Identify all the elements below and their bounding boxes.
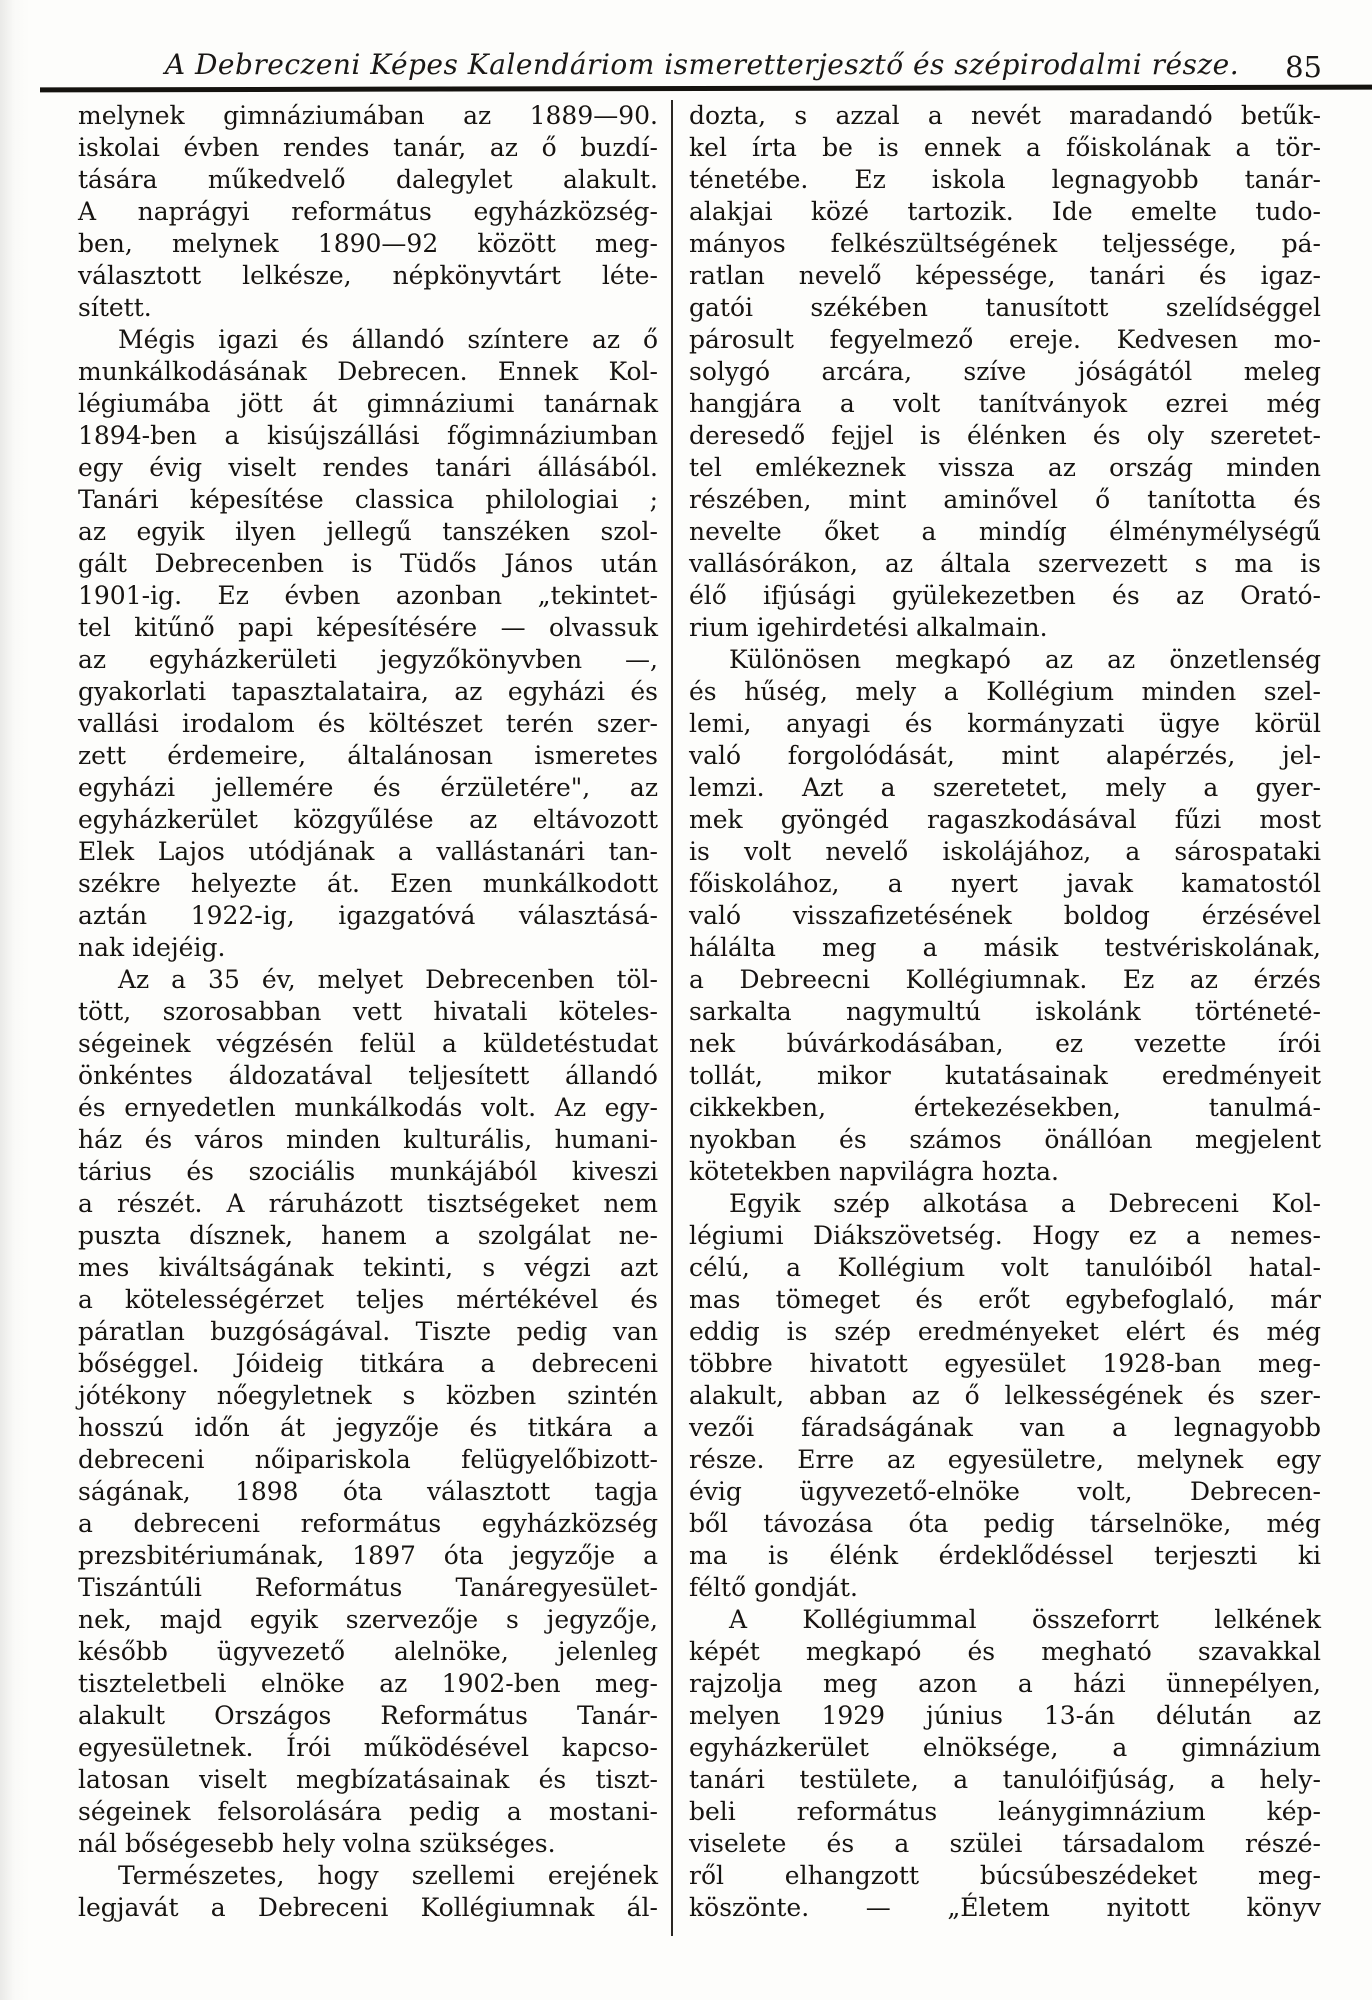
text-line: 1901-ig. Ez évben azonban „tekintet- [78, 581, 658, 610]
text-line: képét megkapó és megható szavakkal [689, 1637, 1321, 1666]
text-line: aztán 1922-ig, igazgatóvá választásá- [78, 901, 658, 930]
text-line: ma is élénk érdeklődéssel terjeszti ki [689, 1541, 1321, 1570]
header-rule [40, 85, 1372, 99]
text-line: beli református leánygimnázium kép- [689, 1797, 1321, 1826]
text-line: ház és város minden kulturális, humani- [78, 1125, 658, 1154]
text-line: Egyik szép alkotása a Debreceni Kol- [729, 1189, 1321, 1218]
text-line: A naprágyi református egyházközség- [78, 197, 658, 226]
text-line: ténetébe. Ez iskola legnagyobb tanár- [689, 165, 1321, 194]
text-line: ségeinek felsorolására pedig a mostani- [78, 1797, 658, 1826]
text-line: tollát, mikor kutatásainak eredményeit [689, 1061, 1321, 1090]
text-line: része. Erre az egyesületre, melynek egy [689, 1445, 1321, 1474]
text-line: dozta, s azzal a nevét maradandó betűk- [689, 101, 1321, 130]
text-line: a kötelességérzet teljes mértékével és [78, 1285, 658, 1314]
text-line: vallásórákon, az általa szervezett s ma is [689, 549, 1321, 578]
text-line: eddig is szép eredményeket elért és még [689, 1317, 1321, 1346]
text-line: egyházkerület közgyűlése az eltávozott [78, 805, 658, 834]
text-line: nek búvárkodásában, ez vezette írói [689, 1029, 1321, 1058]
column-divider [671, 100, 673, 1936]
text-line: az egyik ilyen jellegű tanszéken szol- [78, 517, 658, 546]
text-line: cikkekben, értekezésekben, tanulmá- [689, 1093, 1321, 1122]
text-line: légiumába jött át gimnáziumi tanárnak [78, 389, 658, 418]
text-line: iskolai évben rendes tanár, az ő buzdí- [78, 133, 658, 162]
text-line: nek, majd egyik szervezője s jegyzője, [78, 1605, 658, 1634]
text-line: Elek Lajos utódjának a vallástanári tan- [78, 837, 658, 866]
text-line: való forgolódását, mint alapérzés, jel- [689, 741, 1321, 770]
running-head [78, 48, 1326, 88]
text-line: egyesületnek. Írói működésével kapcso- [78, 1733, 658, 1762]
text-line: rajzolja meg azon a házi ünnepélyen, [689, 1669, 1321, 1698]
text-line: egyházi jellemére és érzületére", az [78, 773, 658, 802]
text-column-left [78, 100, 658, 1936]
text-line: ből távozása óta pedig társelnöke, még [689, 1509, 1321, 1538]
text-column-right [689, 100, 1321, 1936]
text-line: prezsbitériumának, 1897 óta jegyzője a [78, 1541, 658, 1570]
text-line: A Kollégiummal összeforrt lelkének [729, 1605, 1321, 1634]
text-line: ben, melynek 1890—92 között meg- [78, 229, 658, 258]
text-line: és ernyedetlen munkálkodás volt. Az egy- [78, 1093, 658, 1122]
text-line: tiszteletbeli elnöke az 1902-ben meg- [78, 1669, 658, 1698]
text-line: munkálkodásának Debrecen. Ennek Kol- [78, 357, 658, 386]
text-line: Tanári képesítése classica philologiai ; [78, 485, 658, 514]
text-line: a Debreecni Kollégiumnak. Ez az érzés [689, 965, 1321, 994]
text-line: tel kitűnő papi képesítésére — olvassuk [78, 613, 658, 642]
text-line: Mégis igazi és állandó színtere az ő [118, 325, 658, 354]
text-line: 1894-ben a kisújszállási főgimnáziumban [78, 421, 658, 450]
text-line: köszönte. — „Életem nyitott könyv [689, 1893, 1321, 1922]
text-line: nevelte őket a mindíg élménymélységű [689, 517, 1321, 546]
text-line: légiumi Diákszövetség. Hogy ez a nemes- [689, 1221, 1321, 1250]
text-line: vezői fáradságának van a legnagyobb [689, 1413, 1321, 1442]
text-line: Tiszántúli Református Tanáregyesület- [78, 1573, 658, 1602]
text-line: sarkalta nagymultú iskolánk történeté- [689, 997, 1321, 1026]
text-columns [78, 100, 1321, 1936]
page-number: 85 [1285, 50, 1322, 84]
text-line: való visszafizetésének boldog érzésével [689, 901, 1321, 930]
text-line: melyen 1929 június 13-án délután az [689, 1701, 1321, 1730]
text-line: hosszú időn át jegyzője és titkára a [78, 1413, 658, 1442]
text-line: alakjai közé tartozik. Ide emelte tudo- [689, 197, 1321, 226]
text-line: ről elhangzott búcsúbeszédeket meg- [689, 1861, 1321, 1890]
text-line: deresedő fejjel is élénken és oly szeretet- [689, 421, 1321, 450]
text-line: mes kiváltságának tekinti, s végzi azt [78, 1253, 658, 1282]
text-line: nál bőségesebb hely volna szükséges. [78, 1829, 556, 1858]
text-line: egyházkerület elnöksége, a gimnázium [689, 1733, 1321, 1762]
running-head-title: A Debreczeni Képes Kalendáriom ismeretterjesztő és szépirodalmi része. [164, 48, 1240, 81]
text-line: az egyházkerületi jegyzőkönyvben —, [78, 645, 658, 674]
text-line: bőséggel. Jóideig titkára a debreceni [78, 1349, 658, 1378]
paragraph [78, 964, 658, 1860]
paragraph [689, 1604, 1321, 1924]
text-line: alakult, abban az ő lelkességének és szer- [689, 1381, 1321, 1410]
paragraph [78, 324, 658, 964]
text-line: gált Debrecenben is Tüdős János után [78, 549, 658, 578]
text-line: legjavát a Debreceni Kollégiumnak ál- [78, 1893, 658, 1922]
text-line: féltő gondját. [689, 1573, 858, 1602]
text-line: később ügyvezető alelnöke, jelenleg [78, 1637, 658, 1666]
text-line: ségeinek végzésén felül a küldetéstudat [78, 1029, 658, 1058]
paragraph [689, 644, 1321, 1188]
text-line: tárius és szociális munkájából kiveszi [78, 1157, 658, 1186]
text-line: páratlan buzgóságával. Tiszte pedig van [78, 1317, 658, 1346]
text-line: solygó arcára, szíve jóságától meleg [689, 357, 1321, 386]
text-line: mányos felkészültségének teljessége, pá- [689, 229, 1321, 258]
text-line: ratlan nevelő képessége, tanári és igaz- [689, 261, 1321, 290]
text-line: kötetekben napvilágra hozta. [689, 1157, 1059, 1186]
text-line: a debreceni református egyházközség [78, 1509, 658, 1538]
text-line: vallási irodalom és költészet terén szer- [78, 709, 658, 738]
text-line: hálálta meg a másik testvériskolának, [689, 933, 1321, 962]
text-line: célú, a Kollégium volt tanulóiból hatal- [689, 1253, 1321, 1282]
text-line: nyokban és számos önállóan megjelent [689, 1125, 1321, 1154]
text-line: lemzi. Azt a szeretetet, mely a gyer- [689, 773, 1321, 802]
text-line: részében, mint aminővel ő tanította és [689, 485, 1321, 514]
text-line: tanári testülete, a tanulóifjúság, a hely- [689, 1765, 1321, 1794]
text-line: debreceni nőipariskola felügyelőbizott- [78, 1445, 658, 1474]
text-line: egy évig viselt rendes tanári állásából. [78, 453, 658, 482]
text-line: is volt nevelő iskolájához, a sárospataki [689, 837, 1321, 866]
paragraph [689, 100, 1321, 644]
text-line: lemi, anyagi és kormányzati ügye körül [689, 709, 1321, 738]
text-line: mas tömeget és erőt egybefoglaló, már [689, 1285, 1321, 1314]
text-line: a részét. A ráruházott tisztségeket nem [78, 1189, 658, 1218]
text-line: zett érdemeire, általánosan ismeretes [78, 741, 658, 770]
text-line: tel emlékeznek vissza az ország minden [689, 453, 1321, 482]
text-line: székre helyezte át. Ezen munkálkodott [78, 869, 658, 898]
text-line: ságának, 1898 óta választott tagja [78, 1477, 658, 1506]
text-line: főiskolához, a nyert javak kamatostól [689, 869, 1321, 898]
text-line: Az a 35 év, melyet Debrecenben töl- [118, 965, 658, 994]
text-line: többre hivatott egyesület 1928-ban meg- [689, 1349, 1321, 1378]
text-line: rium igehirdetési alkalmain. [689, 613, 1048, 642]
text-line: puszta dísznek, hanem a szolgálat ne- [78, 1221, 658, 1250]
text-line: alakult Országos Református Tanár- [78, 1701, 658, 1730]
text-line: viselete és a szülei társadalom részé- [689, 1829, 1321, 1858]
paragraph [689, 1188, 1321, 1604]
text-line: tött, szorosabban vett hivatali köteles- [78, 997, 658, 1026]
text-line: gyakorlati tapasztalataira, az egyházi és [78, 677, 658, 706]
text-line: mek gyöngéd ragaszkodásával fűzi most [689, 805, 1321, 834]
text-line: sített. [78, 293, 152, 322]
text-line: nak idejéig. [78, 933, 226, 962]
paragraph [78, 100, 658, 324]
text-line: élő ifjúsági gyülekezetben és az Orató- [689, 581, 1321, 610]
text-line: párosult fegyelmező ereje. Kedvesen mo- [689, 325, 1321, 354]
text-line: választott lelkésze, népkönyvtárt léte- [78, 261, 658, 290]
text-line: önkéntes áldozatával teljesített állandó [78, 1061, 658, 1090]
text-line: melynek gimnáziumában az 1889—90. [78, 101, 658, 130]
text-line: hangjára a volt tanítványok ezrei még [689, 389, 1321, 418]
text-line: kel írta be is ennek a főiskolának a tör- [689, 133, 1321, 162]
text-line: tására műkedvelő dalegylet alakult. [78, 165, 658, 194]
text-line: évig ügyvezető-elnöke volt, Debrecen- [689, 1477, 1321, 1506]
text-line: latosan viselt megbízatásainak és tiszt- [78, 1765, 658, 1794]
text-line: jótékony nőegyletnek s közben szintén [78, 1381, 658, 1410]
text-line: gatói székében tanusított szelídséggel [689, 293, 1321, 322]
text-line: és hűség, mely a Kollégium minden szel- [689, 677, 1321, 706]
text-line: Természetes, hogy szellemi erejének [118, 1861, 658, 1890]
paragraph [78, 1860, 658, 1924]
text-line: Különösen megkapó az az önzetlenség [729, 645, 1321, 674]
